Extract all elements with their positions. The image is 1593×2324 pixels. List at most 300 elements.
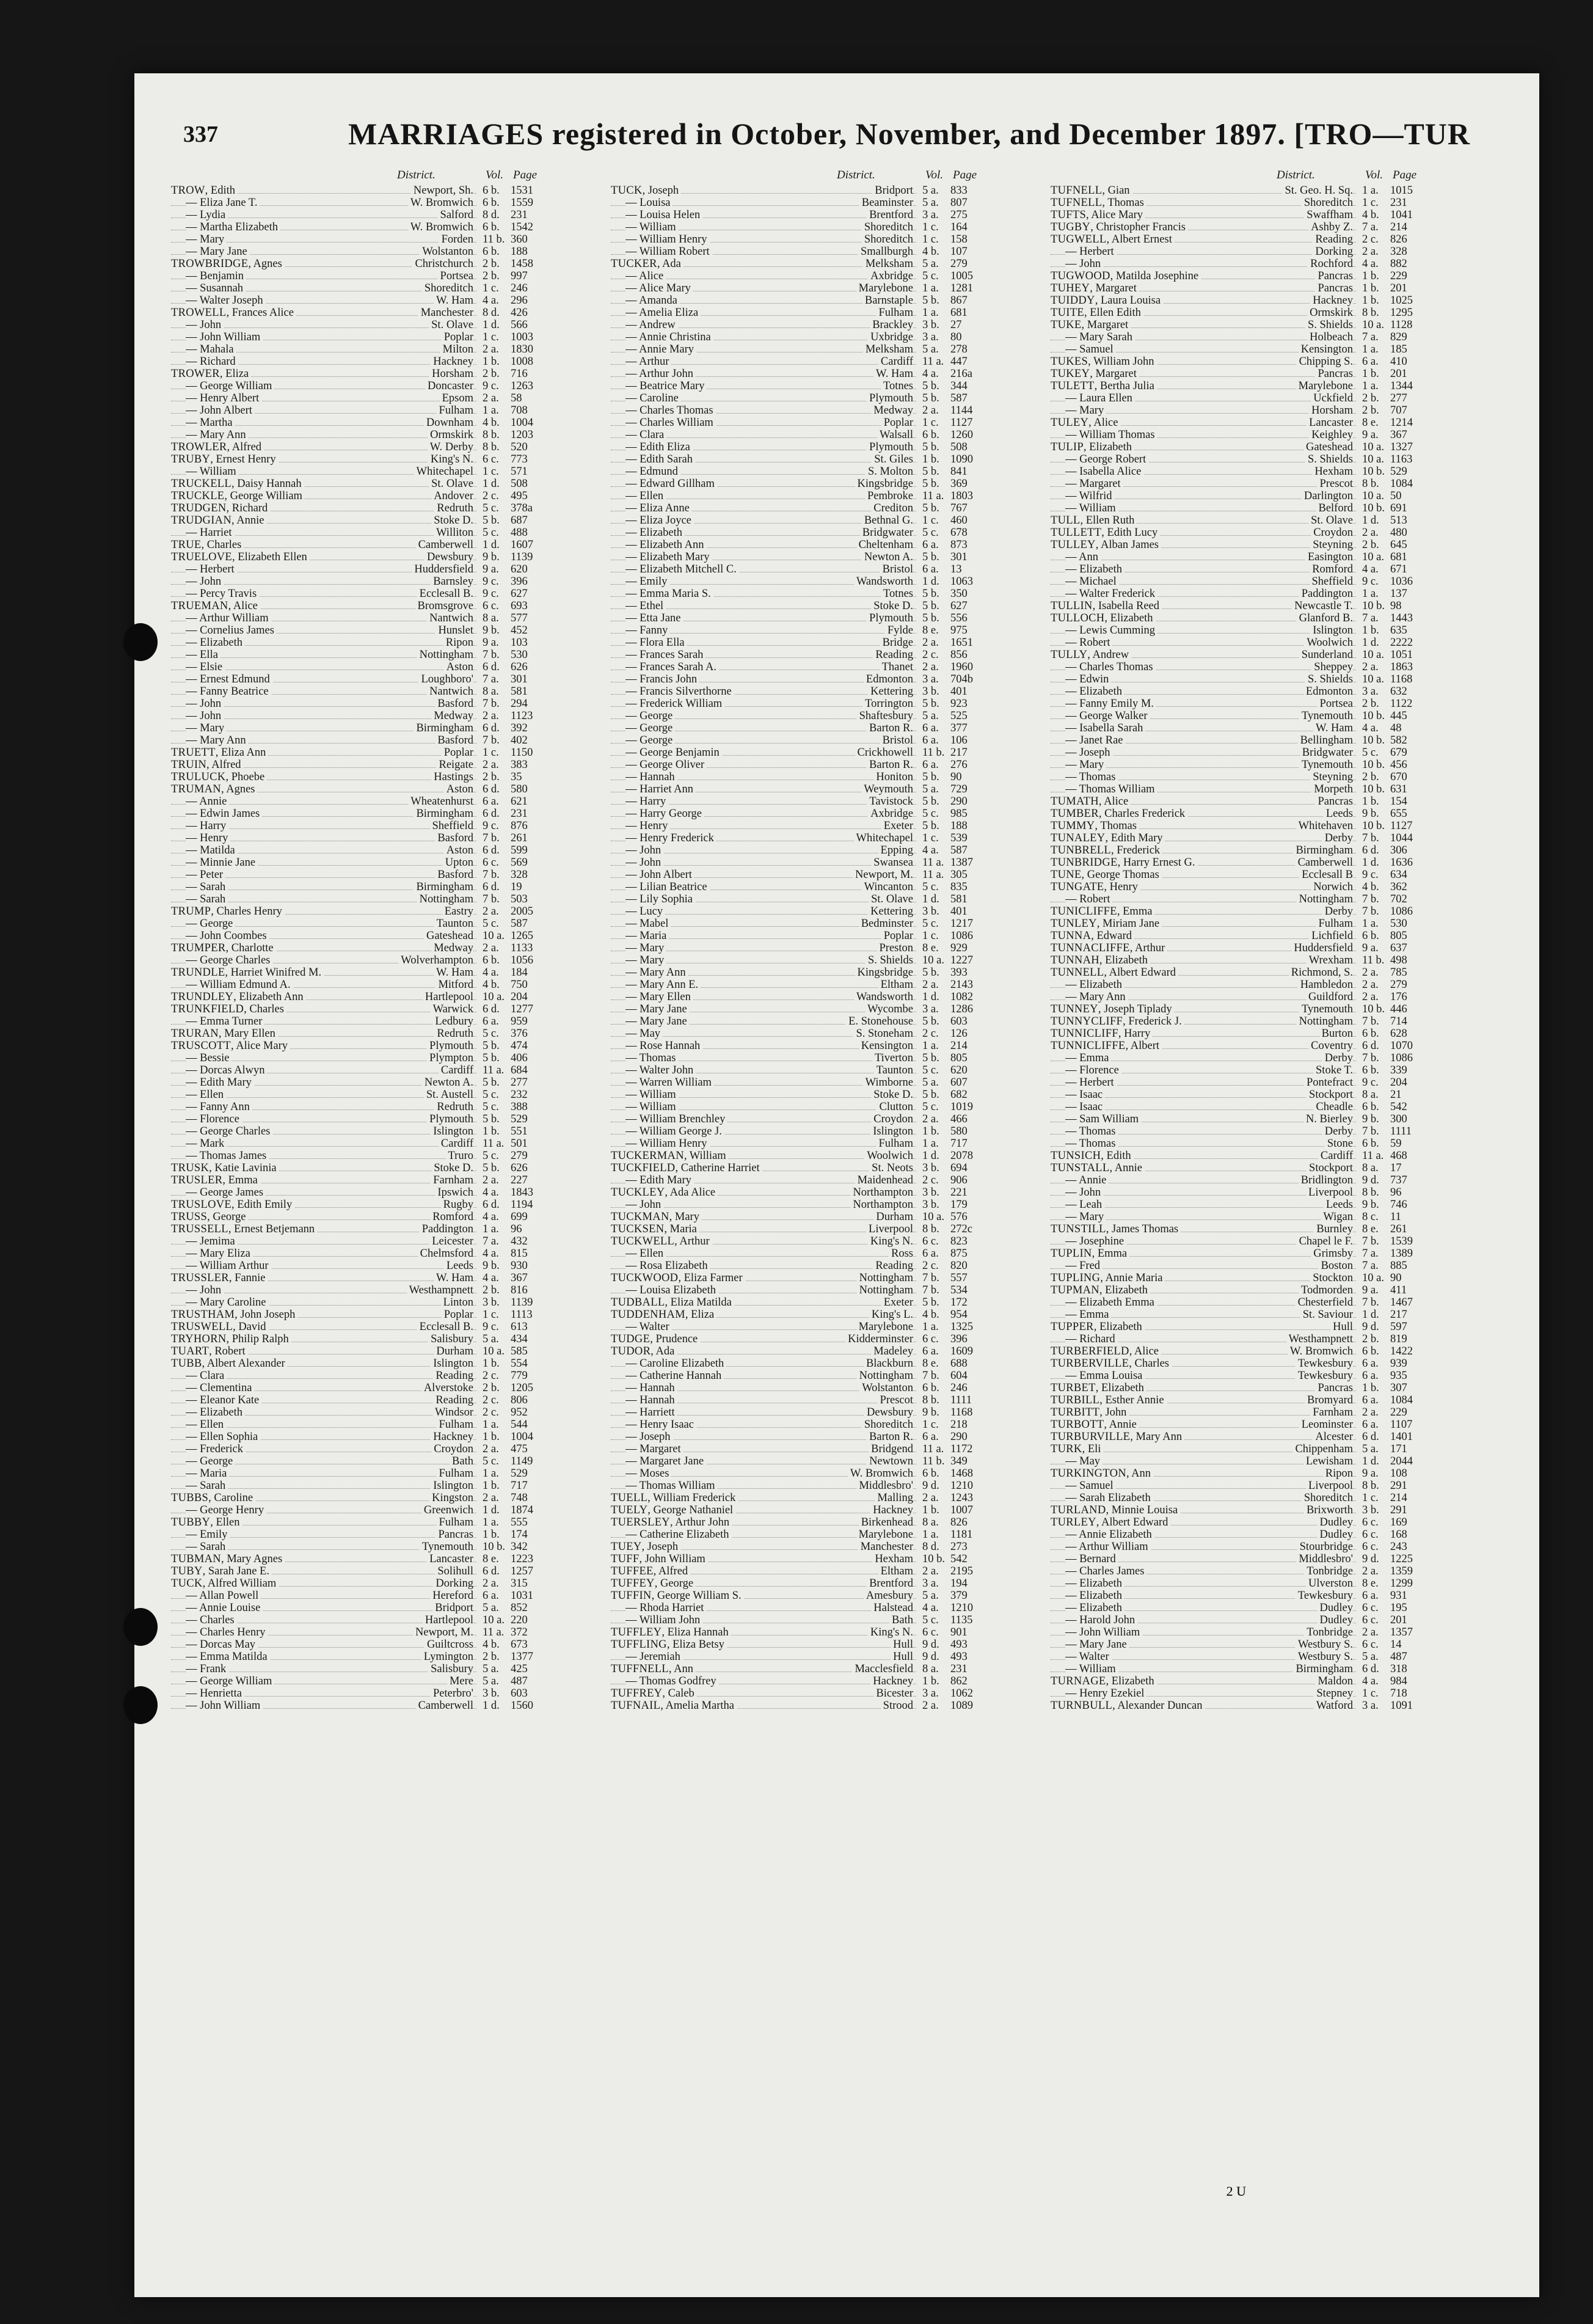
entry-page: 305 (950, 869, 968, 881)
entry-district: Kingsbridge (855, 967, 913, 979)
entry-page: 852 (511, 1602, 528, 1614)
entry-district: Liverpool (1306, 1186, 1353, 1199)
entry-district: Watford (1314, 1700, 1353, 1712)
entry-name: — Rosa Elizabeth (625, 1260, 710, 1272)
register-entry (171, 1590, 550, 1602)
entry-name: TUFF, John William (611, 1553, 708, 1565)
entry-page: 232 (511, 1089, 528, 1101)
entry-district: Edmonton (864, 673, 913, 685)
entry-district: Truro (446, 1150, 473, 1162)
entry-page: 628 (1390, 1028, 1407, 1040)
entry-district: Birmingham (414, 881, 473, 893)
entry-district: Kidderminster (845, 1333, 913, 1345)
entry-name: — John (186, 698, 224, 710)
entry-district: Tiverton (872, 1052, 913, 1064)
register-entry (1051, 612, 1429, 624)
entry-district: Kettering (868, 905, 913, 918)
entry-page: 779 (511, 1370, 528, 1382)
entry-surname: TUNNA (1051, 930, 1092, 942)
entry-page: 718 (1390, 1687, 1407, 1700)
entry-name: TRUE, Charles (171, 539, 244, 551)
register-entry (1051, 1357, 1429, 1370)
entry-name: — Mary Caroline (186, 1296, 269, 1309)
register-entry (611, 1602, 990, 1614)
entry-volume: 8 d. (483, 307, 500, 319)
entry-volume: 5 c. (922, 808, 939, 820)
entry-surname: TRUDGIAN (171, 514, 232, 527)
entry-district: Reigate (436, 759, 473, 771)
register-entry (611, 588, 990, 600)
entry-page: 599 (511, 844, 528, 857)
entry-name: TUMATH, Alice (1051, 795, 1131, 808)
entry-page: 1263 (511, 380, 533, 392)
entry-surname: TUITE (1051, 307, 1084, 319)
entry-district: Linton (441, 1296, 473, 1309)
register-entry (171, 1101, 550, 1113)
entry-surname: TROWBRIDGE (171, 258, 249, 270)
entry-name: — Florence (1065, 1064, 1121, 1076)
entry-district: Crediton (871, 502, 913, 514)
entry-district: Boston (1319, 1260, 1353, 1272)
entry-page: 137 (1390, 588, 1407, 600)
entry-surname: TUMATH (1051, 795, 1099, 808)
entry-name: — Harriett (625, 1406, 677, 1419)
entry-page: 1401 (1390, 1431, 1413, 1443)
entry-page: 856 (950, 649, 968, 661)
entry-name: TROWER, Eliza (171, 368, 251, 380)
entry-page: 530 (1390, 918, 1407, 930)
entry-name: TUNNA, Edward (1051, 930, 1134, 942)
entry-district: Bath (450, 1455, 473, 1467)
register-entry (171, 624, 550, 637)
entry-name: — Mark (186, 1138, 227, 1150)
page-heading: Page (1393, 169, 1417, 181)
entry-name: TRUSWELL, David (171, 1321, 269, 1333)
entry-name: TRUSS, George (171, 1211, 248, 1223)
entry-name: TUFTS, Alice Mary (1051, 209, 1145, 221)
entry-name: — Maria (186, 1467, 229, 1480)
entry-page: 923 (950, 698, 968, 710)
entry-volume: 1 d. (922, 893, 939, 905)
entry-name: — Mary Jane (186, 246, 250, 258)
entry-volume: 2 c. (483, 490, 499, 502)
entry-page: 1025 (1390, 294, 1413, 307)
entry-district: Northampton (850, 1186, 913, 1199)
register-entry (171, 233, 550, 246)
entry-volume: 4 a. (483, 1211, 499, 1223)
entry-district: Kensington (859, 1040, 913, 1052)
register-entry (171, 1125, 550, 1138)
entry-volume: 2 b. (1362, 539, 1379, 551)
entry-name: — George (186, 918, 235, 930)
entry-volume: 2 a. (1362, 527, 1379, 539)
vol-heading: Vol. (925, 169, 944, 181)
register-entry (611, 905, 990, 918)
register-entry (171, 1040, 550, 1052)
entry-page: 1111 (950, 1394, 972, 1406)
entry-name: TUKE, Margaret (1051, 319, 1131, 331)
entry-page: 529 (1390, 466, 1407, 478)
entry-district: Ripon (1323, 1467, 1353, 1480)
entry-page: 534 (950, 1284, 968, 1296)
entry-surname: TUFNELL (1051, 197, 1103, 209)
entry-name: TUNALEY, Edith Mary (1051, 832, 1165, 844)
entry-district: Tewkesbury (1296, 1357, 1353, 1370)
register-entry (611, 1064, 990, 1076)
entry-volume: 5 b. (922, 612, 939, 624)
register-entry (171, 1052, 550, 1064)
entry-district: Plymouth (867, 441, 913, 453)
entry-surname: TUMBER (1051, 808, 1099, 820)
entry-volume: 5 a. (922, 197, 939, 209)
register-entry (171, 783, 550, 795)
entry-volume: 4 a. (483, 1272, 499, 1284)
entry-name: TUNLEY, Miriam Jane (1051, 918, 1162, 930)
entry-volume: 2 a. (483, 710, 499, 722)
register-entry (171, 1431, 550, 1443)
entry-district: St. Austell (424, 1089, 473, 1101)
register-entry (171, 649, 550, 661)
register-entry (171, 954, 550, 967)
entry-district: Weymouth (861, 783, 913, 795)
entry-volume: 5 c. (922, 918, 939, 930)
register-entry (611, 1150, 990, 1162)
entry-page: 603 (511, 1687, 528, 1700)
vol-heading: Vol. (1365, 169, 1383, 181)
entry-surname: TURLAND (1051, 1504, 1106, 1516)
entry-district: Barnstaple (862, 294, 913, 307)
entry-page: 577 (511, 612, 528, 624)
register-entry (1051, 1076, 1429, 1089)
entry-district: Christchurch (412, 258, 473, 270)
entry-district: Wolverhampton (398, 954, 473, 967)
entry-district: Nottingham (857, 1370, 913, 1382)
register-entry (611, 343, 990, 356)
entry-name: TRUSCOTT, Alice Mary (171, 1040, 290, 1052)
entry-district: Newton A. (422, 1076, 473, 1089)
entry-page: 637 (1390, 942, 1407, 954)
entry-volume: 5 a. (922, 783, 939, 795)
register-entry (611, 490, 990, 502)
entry-name: TUFNAIL, Amelia Martha (611, 1700, 737, 1712)
register-entry (1051, 1700, 1429, 1712)
page-header (183, 116, 1496, 159)
entry-page: 682 (950, 1089, 968, 1101)
entry-volume: 8 b. (1362, 478, 1379, 490)
entry-page: 466 (950, 1113, 968, 1125)
entry-volume: 4 a. (483, 967, 499, 979)
entry-name: TRUIN, Alfred (171, 759, 244, 771)
entry-page: 1007 (950, 1504, 973, 1516)
entry-district: Salisbury (428, 1663, 473, 1675)
entry-district: Derby (1322, 1052, 1353, 1064)
entry-district: Pembroke (865, 490, 913, 502)
entry-district: Bridge (880, 637, 913, 649)
entry-volume: 2 c. (922, 1174, 939, 1186)
entry-district: St. Olave (1308, 514, 1353, 527)
entry-volume: 4 a. (483, 1248, 499, 1260)
entry-surname: TUFFREY (611, 1687, 663, 1700)
entry-volume: 7 a. (483, 1235, 499, 1248)
entry-volume: 2 c. (1362, 233, 1379, 246)
entry-district: Aston (444, 661, 473, 673)
entry-volume: 8 e. (922, 942, 939, 954)
entry-volume: 4 a. (922, 1602, 939, 1614)
entry-surname: TUGWELL (1051, 233, 1107, 246)
register-entry (171, 967, 550, 979)
register-entry (171, 1626, 550, 1639)
entry-district: Thanet (880, 661, 913, 673)
entry-name: — Fanny Emily M. (1065, 698, 1156, 710)
entry-page: 876 (511, 820, 528, 832)
register-entry (1051, 942, 1429, 954)
entry-volume: 6 b. (483, 954, 500, 967)
entry-volume: 1 d. (483, 478, 500, 490)
entry-name: TUNICLIFFE, Emma (1051, 905, 1154, 918)
entry-page: 1468 (950, 1467, 973, 1480)
entry-district: Manchester (418, 307, 473, 319)
register-entry (611, 1419, 990, 1431)
entry-district: Williton (434, 527, 473, 539)
register-entry (1051, 1480, 1429, 1492)
entry-volume: 5 b. (922, 967, 939, 979)
entry-district: Ormskirk (428, 429, 473, 441)
register-entry (171, 490, 550, 502)
entry-page: 401 (950, 685, 968, 698)
entry-page: 488 (511, 527, 528, 539)
register-entry (1051, 930, 1429, 942)
entry-district: Pancras (1315, 795, 1353, 808)
register-entry (1051, 1040, 1429, 1052)
entry-page: 867 (950, 294, 968, 307)
entry-surname: TUPPER (1051, 1321, 1094, 1333)
entry-name: — Percy Travis (186, 588, 259, 600)
entry-volume: 6 d. (483, 1565, 500, 1577)
register-entry (611, 1052, 990, 1064)
entry-page: 379 (950, 1590, 968, 1602)
register-entry (611, 661, 990, 673)
register-entry (1051, 1419, 1429, 1431)
entry-volume: 7 b. (1362, 1052, 1379, 1064)
entry-district: Halstead (871, 1602, 913, 1614)
entry-district: Tewkesbury (1296, 1370, 1353, 1382)
entry-district: Guildford (1306, 991, 1353, 1003)
entry-page: 174 (511, 1529, 528, 1541)
entry-volume: 2 c. (922, 1028, 939, 1040)
entry-page: 388 (511, 1101, 528, 1113)
register-entry (611, 673, 990, 685)
entry-page: 396 (950, 1333, 968, 1345)
entry-page: 14 (1390, 1639, 1402, 1651)
entry-district: Gateshead (1303, 441, 1353, 453)
entry-page: 555 (511, 1516, 528, 1529)
entry-volume: 6 d. (483, 661, 500, 673)
entry-surname: TUNE (1051, 869, 1082, 881)
entry-name: — Annie Christina (625, 331, 713, 343)
entry-name: — William (625, 221, 679, 233)
entry-page: 201 (1390, 282, 1407, 294)
entry-district: Malling (875, 1492, 913, 1504)
entry-volume: 9 c. (483, 820, 499, 832)
entry-name: TUITE, Ellen Edith (1051, 307, 1143, 319)
entry-volume: 5 b. (922, 441, 939, 453)
entry-name: TRUCKELL, Daisy Hannah (171, 478, 304, 490)
entry-surname: TRUMP (171, 905, 211, 918)
entry-page: 169 (1390, 1516, 1407, 1529)
entry-surname: TUFTS (1051, 209, 1087, 221)
entry-page: 1203 (511, 429, 533, 441)
entry-page: 369 (950, 478, 968, 490)
entry-name: — John William (186, 331, 263, 343)
entry-surname: TURBET (1051, 1382, 1096, 1394)
vol-heading: Vol. (486, 169, 504, 181)
register-entry (611, 551, 990, 563)
register-entry (1051, 258, 1429, 270)
entry-name: TUNE, George Thomas (1051, 869, 1162, 881)
register-entry (611, 942, 990, 954)
entry-page: 1090 (950, 453, 973, 466)
entry-page: 954 (950, 1309, 968, 1321)
register-entry (1051, 1345, 1429, 1357)
entry-name: — Peter (186, 869, 225, 881)
entry-page: 875 (950, 1248, 968, 1260)
entry-name: — Janet Rae (1065, 734, 1126, 747)
entry-name: TRUCKLE, George William (171, 490, 305, 502)
entry-volume: 5 b. (483, 1040, 500, 1052)
register-entry (1051, 1333, 1429, 1345)
entry-page: 688 (950, 1357, 968, 1370)
register-entry (171, 795, 550, 808)
entry-surname: TRUMAN (171, 783, 221, 795)
entry-district: Swaffham (1304, 209, 1353, 221)
entry-district: Chippenham (1292, 1443, 1353, 1455)
entry-page: 714 (1390, 1015, 1407, 1028)
entry-volume: 9 d. (1362, 1174, 1379, 1186)
entry-name: TUBMAN, Mary Agnes (171, 1553, 285, 1565)
register-entry (1051, 954, 1429, 967)
entry-volume: 10 a. (483, 1345, 505, 1357)
entry-volume: 8 b. (1362, 307, 1379, 319)
register-entry (611, 1480, 990, 1492)
entry-volume: 2 b. (1362, 1333, 1379, 1345)
register-entry (1051, 576, 1429, 588)
entry-page: 597 (1390, 1321, 1407, 1333)
register-entry (1051, 356, 1429, 368)
entry-volume: 10 b. (1362, 502, 1385, 514)
register-entry (611, 441, 990, 453)
register-entry (171, 1186, 550, 1199)
entry-volume: 6 a. (1362, 356, 1379, 368)
entry-district: Fylde (885, 624, 913, 637)
entry-name: — Mary Ann (186, 734, 249, 747)
entry-district: Uxbridge (868, 331, 913, 343)
entry-page: 1163 (1390, 453, 1413, 466)
entry-district: Wigan (1321, 1211, 1353, 1223)
register-entry (171, 1687, 550, 1700)
entry-page: 48 (1390, 722, 1402, 734)
entry-volume: 5 a. (922, 710, 939, 722)
entry-volume: 6 c. (1362, 1639, 1379, 1651)
register-entry (171, 1003, 550, 1015)
entry-volume: 4 b. (483, 417, 500, 429)
entry-name: TUELL, William Frederick (611, 1492, 738, 1504)
entry-volume: 6 c. (1362, 1516, 1379, 1529)
entry-page: 410 (1390, 356, 1407, 368)
register-entry (171, 734, 550, 747)
entry-volume: 7 b. (483, 698, 500, 710)
register-entry (1051, 1211, 1429, 1223)
entry-name: TUNSTALL, Annie (1051, 1162, 1145, 1174)
entry-district: Ross (889, 1248, 913, 1260)
entry-district: Sheffield (430, 820, 473, 832)
entry-page: 684 (511, 1064, 528, 1076)
register-entry (611, 722, 990, 734)
entry-volume: 9 a. (483, 563, 499, 576)
register-entry (611, 258, 990, 270)
register-entry (1051, 380, 1429, 392)
register-entry (611, 1590, 990, 1602)
entry-page: 620 (950, 1064, 968, 1076)
entry-page: 456 (1390, 759, 1407, 771)
register-entry (1051, 1248, 1429, 1260)
entry-name: — Frances Sarah (625, 649, 705, 661)
entry-surname: TRUSLOVE (171, 1199, 232, 1211)
entry-volume: 6 a. (922, 563, 939, 576)
entry-page: 557 (950, 1272, 968, 1284)
entry-name: — Alice Mary (625, 282, 693, 294)
entry-page: 188 (511, 246, 528, 258)
entry-volume: 3 b. (483, 1687, 500, 1700)
register-entry (611, 710, 990, 722)
entry-district: Fulham (436, 1516, 473, 1529)
entry-volume: 2 c. (922, 1260, 939, 1272)
punch-hole (123, 1608, 158, 1646)
entry-page: 498 (1390, 954, 1407, 967)
entry-surname: TUPMAN (1051, 1284, 1099, 1296)
entry-district: Nottingham (417, 649, 473, 661)
entry-district: Honiton (873, 771, 913, 783)
register-entry (611, 1700, 990, 1712)
entry-name: — Frank (186, 1663, 228, 1675)
entry-page: 1560 (511, 1700, 533, 1712)
entry-name: TUBBY, Ellen (171, 1516, 242, 1529)
entry-surname: TUCKWOOD (611, 1272, 679, 1284)
entry-volume: 6 d. (483, 722, 500, 734)
entry-district: Chelmsford (418, 1248, 473, 1260)
register-entry (611, 1663, 990, 1675)
register-entry (1051, 270, 1429, 282)
entry-name: — Mary Jane (625, 1015, 690, 1028)
entry-volume: 1 b. (1362, 294, 1379, 307)
entry-district: Portsea (1318, 698, 1353, 710)
register-entry (171, 1516, 550, 1529)
register-entry (1051, 514, 1429, 527)
entry-name: — Sam William (1065, 1113, 1141, 1125)
entry-volume: 7 a. (1362, 1260, 1379, 1272)
register-entry (611, 282, 990, 294)
register-entry (171, 1700, 550, 1712)
entry-name: — William Thomas (1065, 429, 1157, 441)
entry-district: Whitehaven (1296, 820, 1353, 832)
entry-district: Barton R. (867, 1431, 913, 1443)
register-entry (1051, 734, 1429, 747)
entry-page: 820 (950, 1260, 968, 1272)
entry-page: 931 (1390, 1590, 1407, 1602)
entry-page: 569 (511, 857, 528, 869)
entry-name: — William Arthur (186, 1260, 271, 1272)
entry-district: Chesterfield (1296, 1296, 1353, 1309)
register-entry (611, 1076, 990, 1089)
